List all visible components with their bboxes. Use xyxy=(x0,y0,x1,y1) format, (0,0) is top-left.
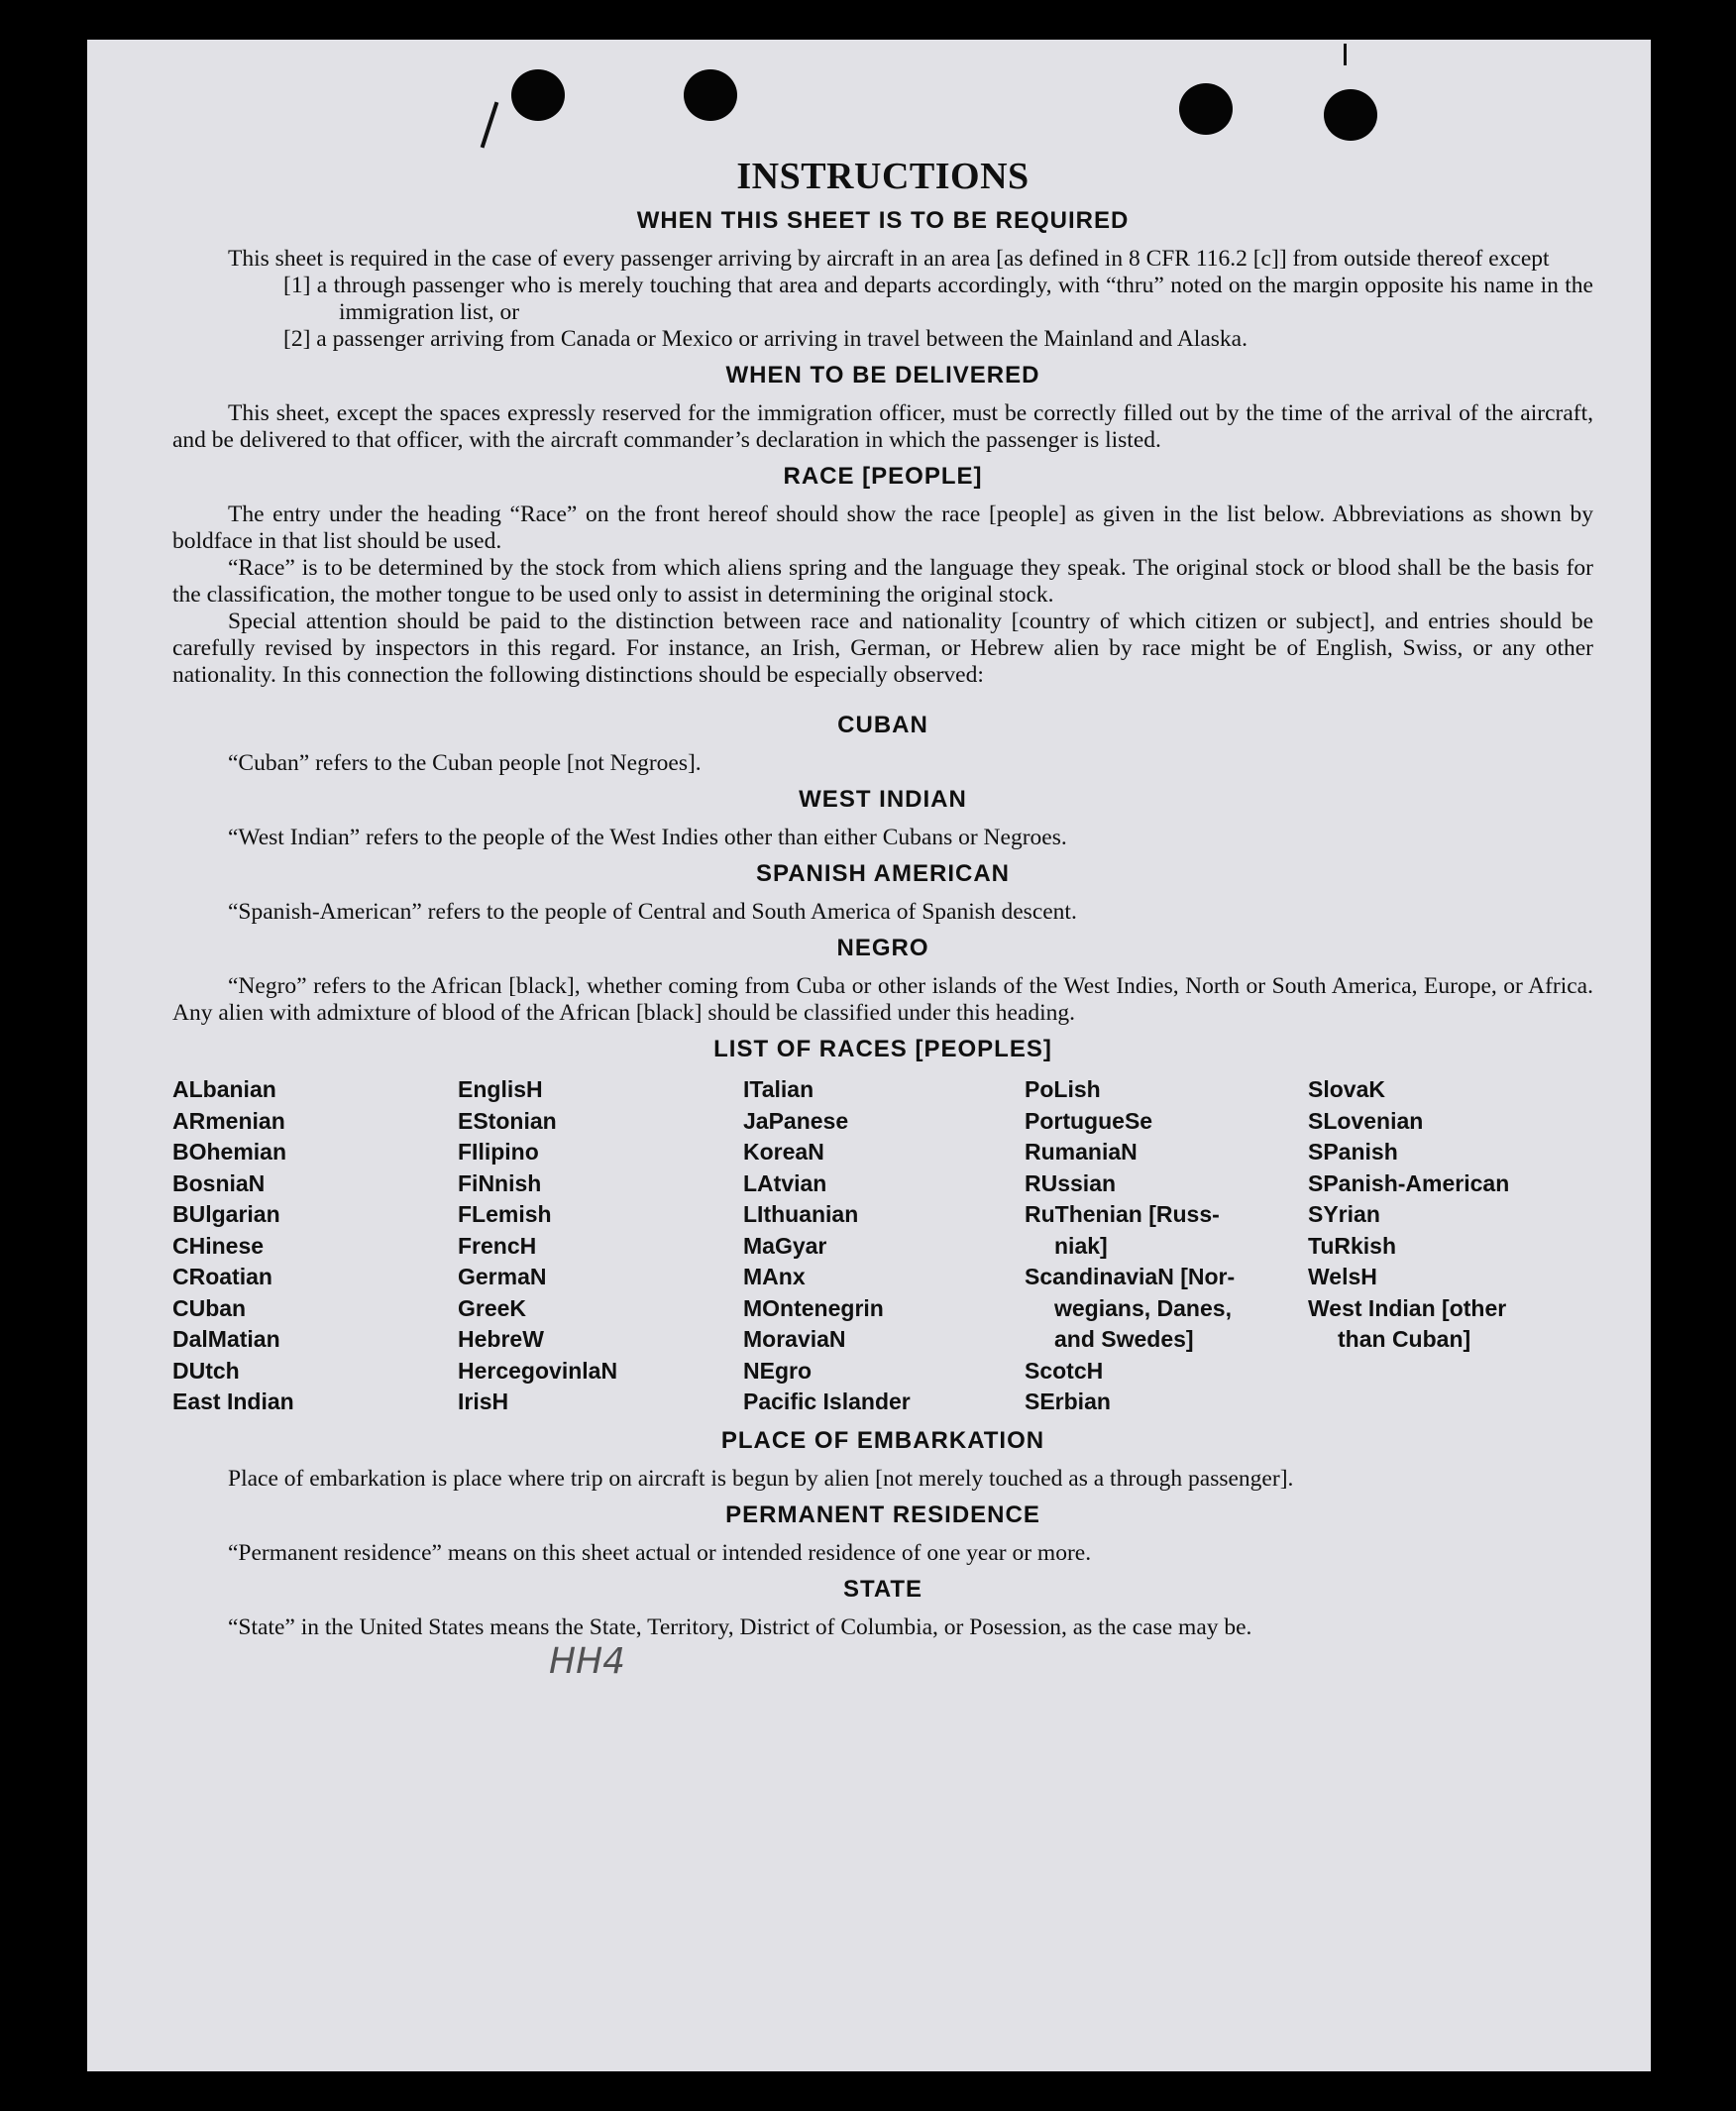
instructions-content xyxy=(172,155,1593,1641)
race-item: RUssian xyxy=(1025,1169,1117,1196)
race-item: ITalian xyxy=(743,1076,814,1102)
residence-text: “Permanent residence” means on this sheet actual or intended residence of one year or more. xyxy=(228,1539,1092,1566)
scan-mark xyxy=(481,102,499,149)
race-paragraph-1: The entry under the heading “Race” on the front hereof should show the race [people] as given in the list below. Abbreviations as shown by boldface in that list should be used. xyxy=(172,501,1593,554)
race-list xyxy=(172,1074,1593,1418)
heading-list-of-races: LIST OF RACES [PEOPLES] xyxy=(713,1036,1052,1062)
race-column-3 xyxy=(743,1074,1025,1418)
race-item: and Swedes] xyxy=(1054,1326,1194,1352)
punch-hole xyxy=(1179,83,1233,135)
punch-hole xyxy=(684,69,737,121)
race-item: West Indian [other xyxy=(1308,1294,1507,1321)
cuban-text: “Cuban” refers to the Cuban people [not Negroes]. xyxy=(228,750,702,776)
race-item: Pacific Islander xyxy=(743,1389,911,1414)
punch-hole xyxy=(511,69,565,121)
race-item: MAnx xyxy=(743,1264,806,1289)
race-item: GermaN xyxy=(458,1264,547,1289)
heading-west-indian: WEST INDIAN xyxy=(799,786,967,813)
race-paragraph-2: “Race” is to be determined by the stock from which aliens spring and the language they speak. The original stock or blood shall be the basis for the classification, the mother tongue to be used only to assist in determining the original stock. xyxy=(172,555,1593,608)
west-indian-text: “West Indian” refers to the people of the West Indies other than either Cubans or Negroes. xyxy=(228,825,1067,850)
race-item: niak] xyxy=(1054,1232,1108,1259)
race-item: PoLish xyxy=(1025,1076,1101,1102)
heading-required: WHEN THIS SHEET IS TO BE REQUIRED xyxy=(636,207,1130,234)
race-item: EStonian xyxy=(458,1107,557,1134)
race-item: ScotcH xyxy=(1025,1357,1104,1384)
heading-residence: PERMANENT RESIDENCE xyxy=(725,1500,1040,1528)
race-item: ALbanian xyxy=(172,1076,276,1102)
race-item: SPanish xyxy=(1308,1139,1398,1165)
race-item: DalMatian xyxy=(172,1326,280,1352)
document-page xyxy=(87,40,1651,2071)
handwritten-note: HH4 xyxy=(549,1641,626,1682)
race-item: SPanish-American xyxy=(1308,1169,1510,1196)
race-item: HercegovinlaN xyxy=(458,1357,618,1384)
race-column-2 xyxy=(458,1074,743,1418)
race-item: IrisH xyxy=(458,1389,509,1414)
heading-delivered: WHEN TO BE DELIVERED xyxy=(725,362,1040,389)
race-item: FiNnish xyxy=(458,1169,542,1196)
race-item: PortugueSe xyxy=(1025,1107,1153,1134)
heading-embarkation: PLACE OF EMBARKATION xyxy=(720,1426,1045,1454)
punch-hole xyxy=(1324,89,1377,141)
race-item: NEgro xyxy=(743,1357,812,1384)
race-item: HebreW xyxy=(458,1326,544,1352)
required-intro: This sheet is required in the case of every passenger arriving by aircraft in an area [as defined in 8 CFR 116.2 [c]] from outside thereof except xyxy=(228,246,1550,272)
negro-text: “Negro” refers to the African [black], whether coming from Cuba or other islands of the West Indies, North or South America, Europe, or Africa. Any alien with admixture of blood of the African [black] should be classified under this heading. xyxy=(172,973,1593,1026)
race-item: MOntenegrin xyxy=(743,1294,884,1321)
race-item: LIthuanian xyxy=(743,1201,859,1227)
page-title: INSTRUCTIONS xyxy=(736,156,1030,197)
race-item: FLemish xyxy=(458,1201,552,1227)
required-item-2: [2] a passenger arriving from Canada or Mexico or arriving in travel between the Mainland and Alaska. xyxy=(283,326,1248,352)
race-column-5 xyxy=(1308,1074,1593,1418)
race-item: CHinese xyxy=(172,1232,265,1259)
race-item: FIlipino xyxy=(458,1139,539,1165)
race-item: JaPanese xyxy=(743,1107,849,1134)
race-item: BosniaN xyxy=(172,1169,266,1196)
race-item: RuThenian [Russ- xyxy=(1025,1201,1220,1227)
heading-spanish-american: SPANISH AMERICAN xyxy=(755,860,1010,887)
race-item: KoreaN xyxy=(743,1139,824,1165)
race-item: LAtvian xyxy=(743,1169,827,1196)
race-item: WelsH xyxy=(1308,1264,1377,1289)
heading-cuban: CUBAN xyxy=(837,712,928,738)
race-item: SLovenian xyxy=(1308,1107,1424,1134)
race-item: SYrian xyxy=(1308,1201,1380,1227)
heading-race: RACE [PEOPLE] xyxy=(783,463,983,490)
state-text: “State” in the United States means the State, Territory, District of Columbia, or Posession, as the case may be. xyxy=(228,1613,1252,1640)
race-item: SErbian xyxy=(1025,1389,1111,1414)
race-column-4 xyxy=(1025,1074,1308,1418)
race-item: BOhemian xyxy=(172,1139,287,1165)
race-item: CRoatian xyxy=(172,1264,272,1289)
race-item: EnglisH xyxy=(458,1076,543,1102)
race-item: CUban xyxy=(172,1294,247,1321)
heading-state: STATE xyxy=(842,1575,923,1603)
race-paragraph-3: Special attention should be paid to the distinction between race and nationality [country of which citizen or subject], and entries should be carefully revised by inspectors in this regard. For instance, an Irish, German, or Hebrew alien by race might be of English, Swiss, or any other nationality. In this connection the following distinctions should be especially observed: xyxy=(172,609,1593,688)
scan-mark xyxy=(1344,44,1347,65)
heading-negro: NEGRO xyxy=(836,935,929,961)
race-item: MoraviaN xyxy=(743,1326,846,1352)
race-item: than Cuban] xyxy=(1338,1326,1471,1352)
race-item: ARmenian xyxy=(172,1107,285,1134)
race-item: BUlgarian xyxy=(172,1201,280,1227)
race-item: DUtch xyxy=(172,1357,240,1384)
race-column-1 xyxy=(172,1074,458,1418)
race-item: SlovaK xyxy=(1308,1076,1385,1102)
delivered-text: This sheet, except the spaces expressly reserved for the immigration officer, must be correctly filled out by the time of the arrival of the aircraft, and be delivered to that officer, with the aircraft commander’s declaration in which the passenger is listed. xyxy=(172,400,1593,453)
race-item: East Indian xyxy=(172,1389,294,1414)
race-item: GreeK xyxy=(458,1294,527,1321)
race-item: FrencH xyxy=(458,1232,537,1259)
embarkation-text: Place of embarkation is place where trip on aircraft is begun by alien [not merely touched as a through passenger]. xyxy=(228,1465,1294,1492)
race-item: TuRkish xyxy=(1308,1232,1397,1259)
race-item: ScandinaviaN [Nor- xyxy=(1025,1264,1236,1289)
race-item: MaGyar xyxy=(743,1232,827,1259)
spanish-american-text: “Spanish-American” refers to the people of Central and South America of Spanish descent. xyxy=(228,899,1077,925)
race-item: wegians, Danes, xyxy=(1054,1294,1232,1321)
required-item-1: [1] a through passenger who is merely touching that area and departs accordingly, with “thru” noted on the margin opposite his name in the immigration list, or xyxy=(283,273,1593,325)
race-item: RumaniaN xyxy=(1025,1139,1138,1165)
